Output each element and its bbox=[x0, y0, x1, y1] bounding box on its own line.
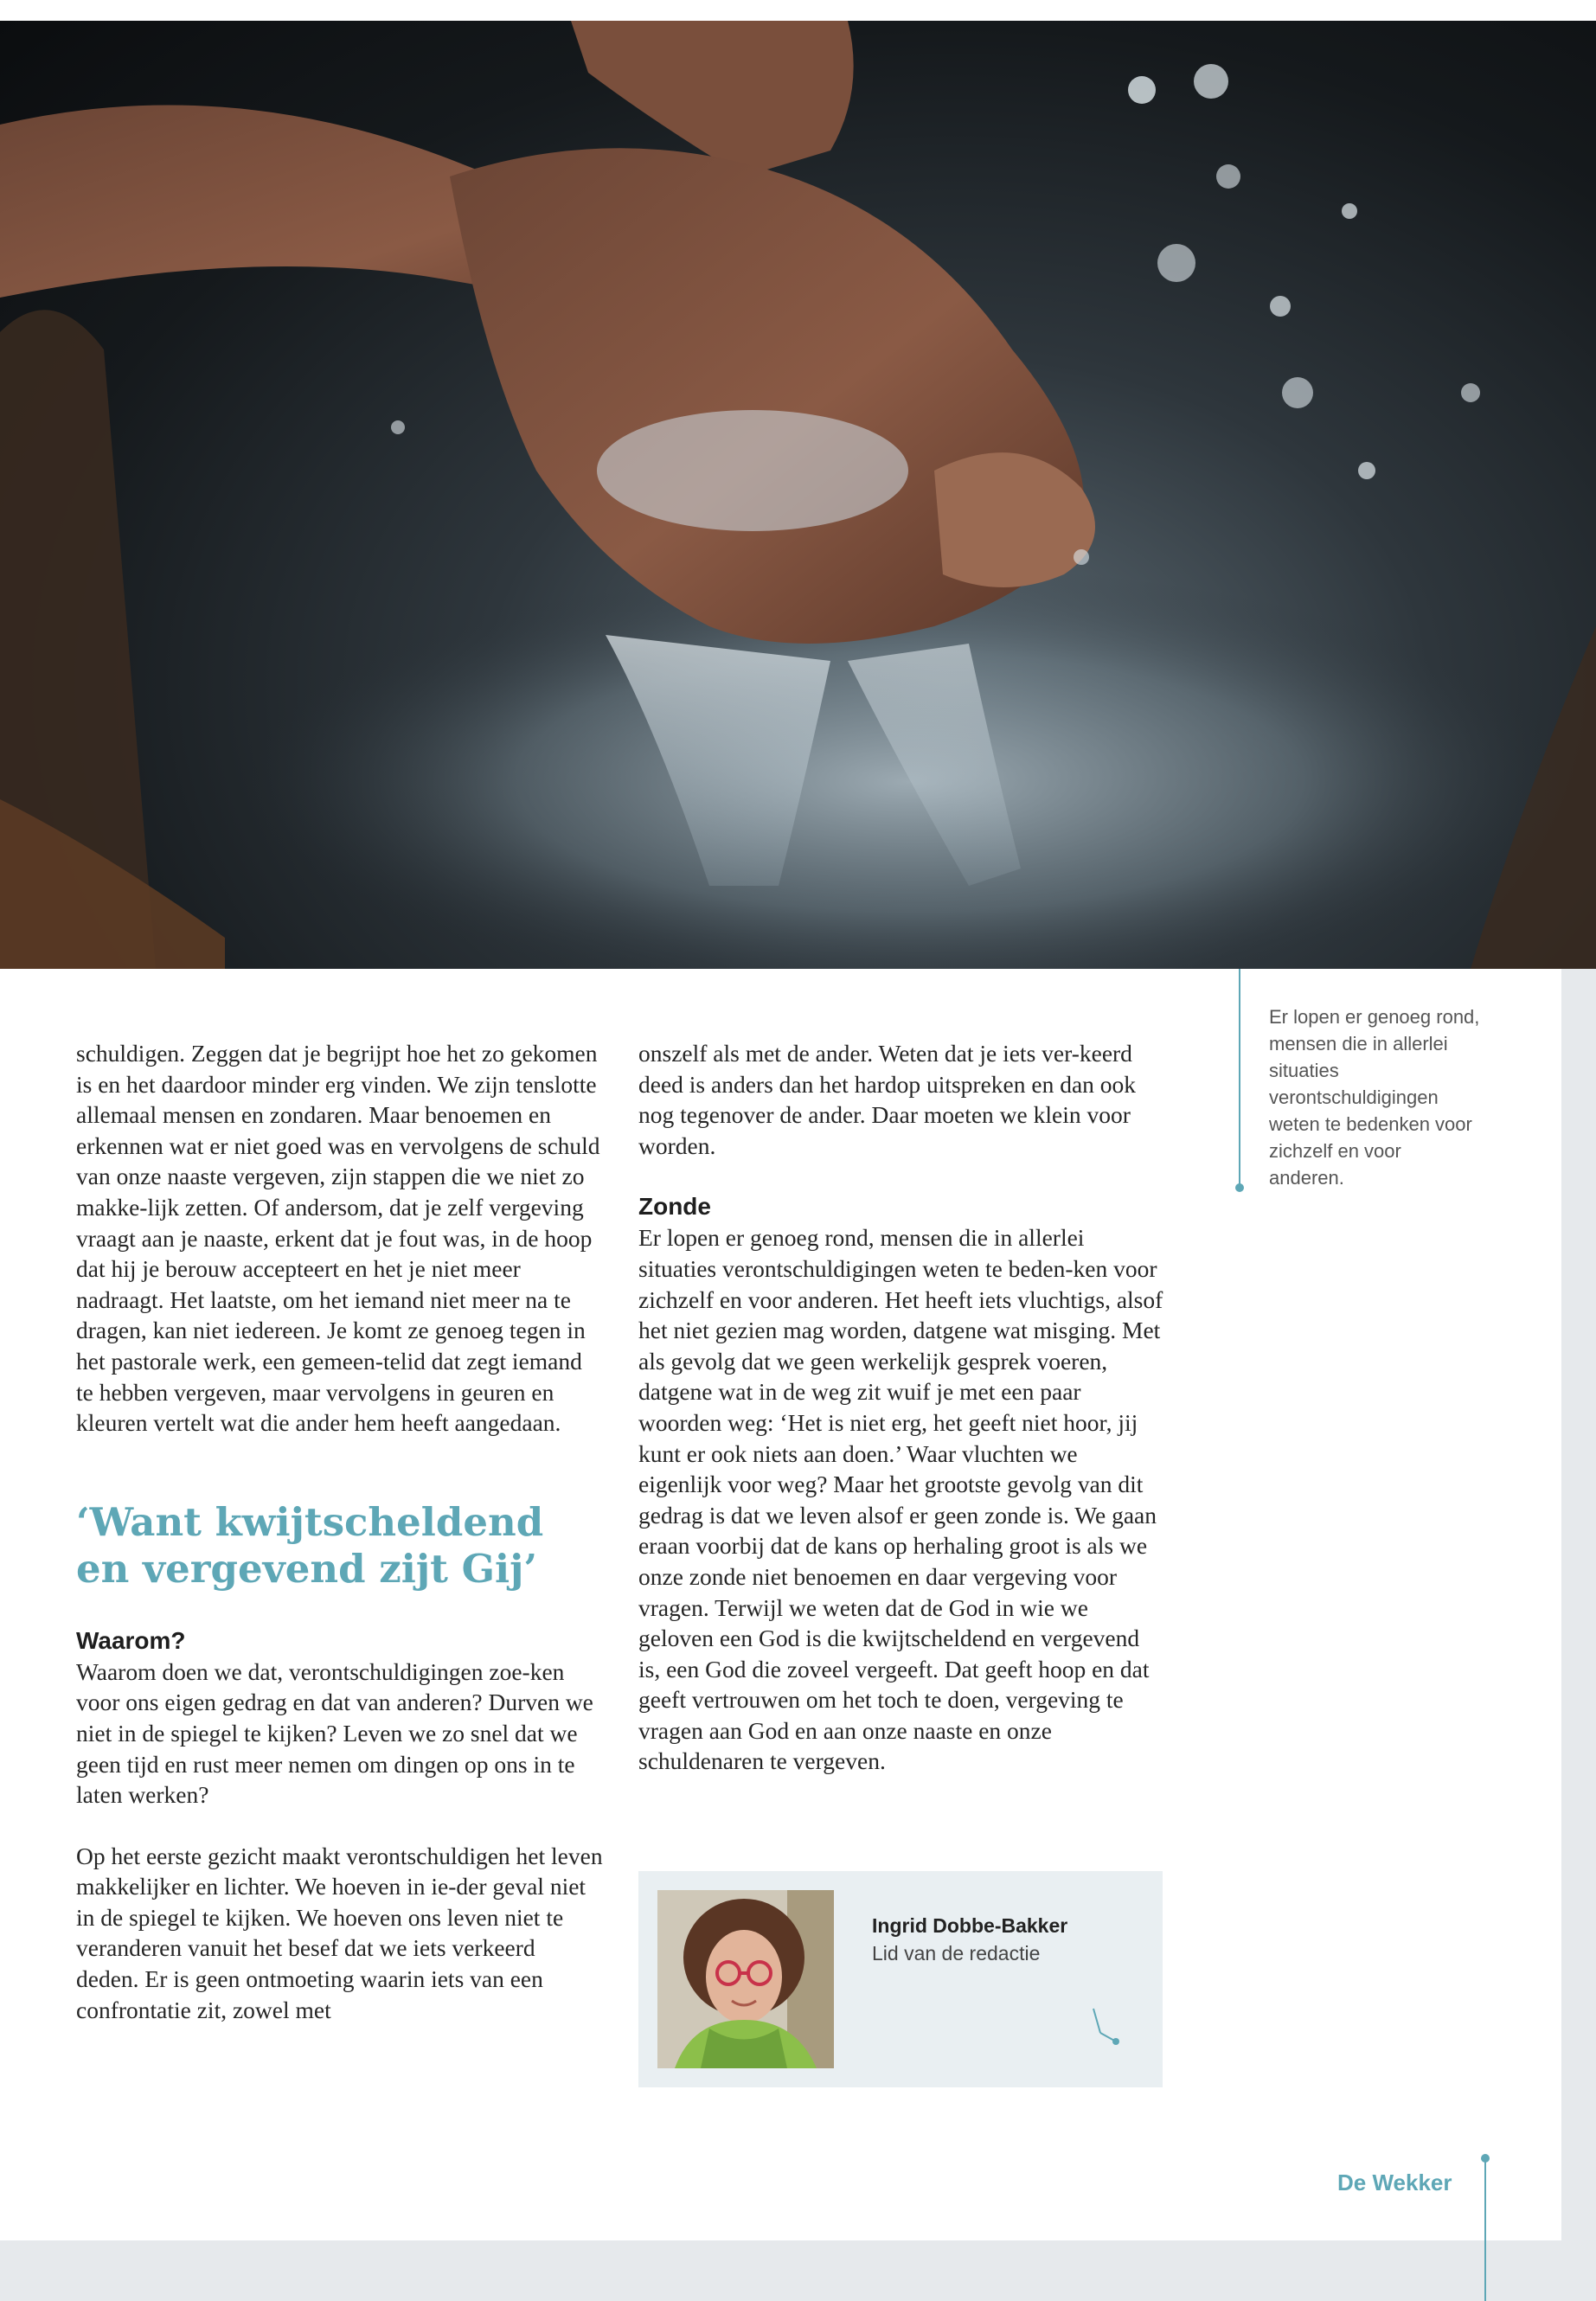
subheading-zonde: Zonde bbox=[638, 1193, 711, 1221]
article-column-1 bbox=[76, 1038, 604, 2025]
author-portrait-illustration bbox=[657, 1890, 834, 2068]
sidebar-quote: Er lopen er genoeg rond, mensen die in allerlei situaties verontschuldigingen weten te bedenken voor zichzelf en voor anderen. bbox=[1269, 1006, 1480, 1189]
paragraph: schuldigen. Zeggen dat je begrijpt hoe het zo gekomen is en het daardoor minder erg vinden. We zijn tenslotte allemaal mensen en zondaren. Maar benoemen en erkennen wat er niet goed was en vervolgens de schuld van onze naaste vergeven, zijn stappen die we niet zo makke-lijk zetten. Of andersom, dat je zelf vergeving vraagt aan je naaste, erkent dat je fout was, in de hoop dat hij je berouw accepteert en het je niet meer nadraagt. Het laatste, om het iemand niet meer na te dragen, kan niet iedereen. Je komt ze genoeg tegen in het pastorale werk, een gemeen-telid dat zegt iemand te hebben vergeven, maar vervolgens in geuren en kleuren vertelt wat die ander hem heeft aangedaan. bbox=[76, 1040, 600, 1437]
author-photo bbox=[657, 1890, 834, 2068]
author-role: Lid van de redactie bbox=[872, 1942, 1041, 1965]
subheading-waarom: Waarom? bbox=[76, 1626, 186, 1654]
publication-name: De Wekker bbox=[1337, 2170, 1452, 2195]
article-column-2 bbox=[638, 1038, 1166, 1777]
pull-heading-line-1: ‘Want kwijtscheldend bbox=[76, 1498, 544, 1545]
bottom-page-edge bbox=[0, 2240, 1596, 2301]
top-margin bbox=[0, 0, 1596, 21]
paragraph: onszelf als met de ander. Weten dat je iets ver-keerd deed is anders dan het hardop uitspreken en dan ook nog tegenover de ander. Daar moeten we klein voor worden. bbox=[638, 1040, 1137, 1159]
decorative-pen-mark-icon bbox=[1088, 2005, 1123, 2048]
pull-heading-line-2: en vergevend zijt Gij’ bbox=[76, 1545, 538, 1592]
footer-accent-line bbox=[1484, 2157, 1486, 2301]
paragraph: Er lopen er genoeg rond, mensen die in allerlei situaties verontschuldigingen weten te beden-ken voor zichzelf en voor anderen. Het heeft iets vluchtigs, alsof het niet gezien mag worden, datgene wat misging. Met als gevolg dat we geen werkelijk gesprek voeren, datgene wat in de weg zit wuif je met een paar woorden weg: ‘Het is niet erg, het geeft niet hoor, jij kunt er ook niets aan doen.’ Waar vluchten we eigenlijk voor weg? Maar het grootste gevolg van dit gedrag is dat we leven alsof er geen zonde is. We gaan eraan voorbij dat de kans op herhaling groot is als we onze zonde niet benoemen en daar vergeving voor vragen. Terwijl we weten dat de God in wie we geloven een God is die kwijtscheldend en vergevend is, een God die zoveel vergeeft. Dat geeft hoop en dat geeft vertrouwen om het toch te doen, vergeving te vragen aan God en aan onze naaste en onze schuldenaren te vergeven. bbox=[638, 1224, 1163, 1775]
right-page-edge bbox=[1561, 969, 1596, 2301]
footer-accent-dot bbox=[1481, 2154, 1490, 2163]
author-box bbox=[638, 1871, 1163, 2087]
paragraph: Waarom doen we dat, verontschuldigingen zoe-ken voor ons eigen gedrag en dat van anderen? Durven we niet in de spiegel te kijken? Leven we zo snel dat we geen tijd en rust meer nemen om dingen op ons in te laten werken? bbox=[76, 1657, 593, 1809]
hands-water-illustration bbox=[0, 21, 1596, 969]
author-name: Ingrid Dobbe-Bakker bbox=[872, 1914, 1068, 1937]
sidebar-accent-dot bbox=[1235, 1183, 1244, 1192]
sidebar-accent-line bbox=[1239, 969, 1240, 1187]
paragraph: Op het eerste gezicht maakt verontschuldigen het leven makkelijker en lichter. We hoeven in ie-der geval niet in de spiegel te kijken. We hoeven ons leven niet te veranderen vanuit het besef dat we iets verkeerd deden. Er is geen ontmoeting waarin iets van een confrontatie zit, zowel met bbox=[76, 1842, 603, 2023]
hero-photo bbox=[0, 21, 1596, 969]
